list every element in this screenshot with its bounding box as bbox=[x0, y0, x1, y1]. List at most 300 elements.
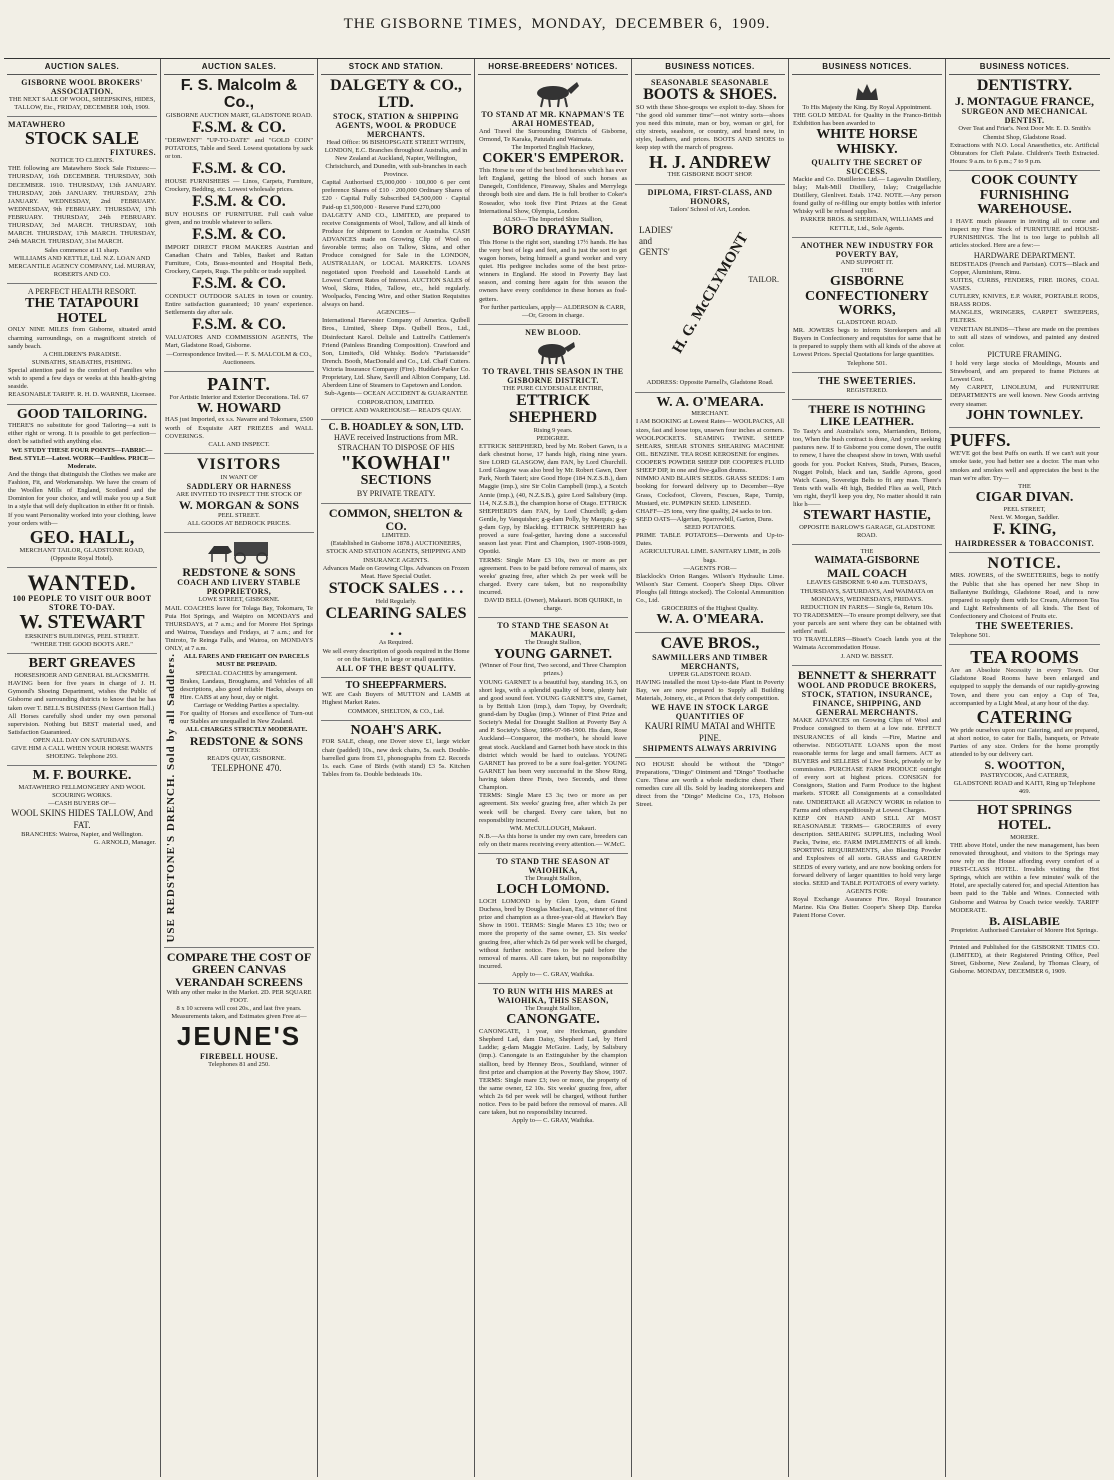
ad-address: PEEL STREET, bbox=[1003, 505, 1046, 513]
ad-name: S. WOOTTON, bbox=[984, 758, 1065, 773]
ad-title: REDSTONE & SONS bbox=[182, 564, 296, 579]
ad-cave-bros bbox=[635, 633, 785, 758]
column-header: AUCTION SALES. bbox=[7, 59, 157, 75]
ad-address: LOWE STREET, GISBORNE. bbox=[198, 596, 280, 604]
ad-subtitle: Rising 9 years. bbox=[533, 426, 573, 434]
ad-dalgety bbox=[321, 75, 471, 420]
ad-title: BERT GREAVES bbox=[28, 656, 136, 672]
fsm-heading: F.S.M. & CO. bbox=[192, 118, 286, 136]
ad-list: KAURI RIMU MATAI and WHITE PINE. bbox=[644, 721, 776, 743]
ad-dentistry bbox=[949, 75, 1100, 171]
ad-body: —CASH BUYERS OF— bbox=[48, 800, 116, 808]
ad-stock: WE HAVE IN STOCK LARGE QUANTITIES OF bbox=[651, 703, 769, 722]
ad-address: Next. W. Morgan, Saddler. bbox=[989, 513, 1060, 521]
ad-body: WE are Cash Buyers of MUTTON and LAMB at Highest Market Rates. bbox=[322, 691, 470, 707]
column-header: STOCK AND STATION. bbox=[321, 59, 471, 75]
ad-body: TO TRADESMEN—To ensure prompt delivery, see that your parcels are sent where they can be obtained with settlers' mail. bbox=[793, 611, 941, 636]
ad-body: FOR SALE, cheap, one Dover stove £1, large wicker chair (padded) 10s., new deck chairs, 5s. each. Double-barrelled guns from £1, phonographs from £2. Records 1s. each. Case of Birds (with stand) £3 5s. Kitchen Tables from 6s. Double bedsteads 10s. bbox=[322, 738, 470, 778]
ad-title: TO SHEEPFARMERS. bbox=[345, 679, 447, 691]
ad-body: ALL FARES AND FREIGHT ON PARCELS MUST BE PREPAID. bbox=[183, 653, 310, 669]
ad-wool-brokers bbox=[7, 75, 157, 117]
ad-ladies-gents: LADIES' and GENTS' bbox=[639, 224, 673, 258]
ad-subtitle: SURGEON AND MECHANICAL DENTIST. bbox=[961, 107, 1088, 126]
ad-subtitle: PEDIGREE. bbox=[536, 434, 570, 442]
ad-footer: SHIPMENTS ALWAYS ARRIVING bbox=[642, 743, 778, 753]
ad-tailor: TAILOR. bbox=[748, 274, 779, 284]
ad-stock-sale bbox=[7, 117, 157, 284]
ad-body: ARE INVITED TO INSPECT THE STOCK OF bbox=[176, 490, 302, 498]
ad-body: N.B.—As this horse is under my own care, breeders can rely on their mares receiving every attention.— W.McC. bbox=[479, 832, 627, 849]
ad-body: BUY HOUSES OF FURNITURE. Full cash value given, and no trouble whatever to sellers. bbox=[165, 210, 313, 226]
ad-body: CONDUCT OUTDOOR SALES in town or country. Entire satisfaction guaranteed; 10 years' experience. Settlements day after sale. bbox=[165, 293, 313, 317]
ad-title: F. S. Malcolm & Co., bbox=[180, 77, 298, 111]
ad-footer: OPEN ALL DAY ON SATURDAYS. bbox=[33, 737, 131, 744]
ad-title: TO TRAVEL THIS SEASON IN THE GISBORNE DISTRICT. bbox=[482, 366, 624, 385]
ad-notice bbox=[949, 553, 1100, 646]
masthead-year: 1909. bbox=[731, 16, 771, 32]
ad-bert-greaves bbox=[7, 654, 157, 766]
ad-bourke bbox=[7, 766, 157, 851]
ad-pretitle: ANOTHER NEW INDUSTRY FOR POVERTY BAY, bbox=[800, 240, 934, 259]
ad-redstone bbox=[164, 533, 314, 948]
ad-loch-lomond bbox=[478, 854, 628, 984]
ad-body: LEAVES GISBORNE 9.40 a.m. TUESDAYS, THURSDAYS, SATURDAYS, And WAIMATA on MONDAYS, WEDNESDAYS, FRIDAYS. bbox=[800, 579, 934, 603]
masthead-day: MONDAY, bbox=[531, 16, 607, 32]
ad-subtitle: AGENCIES— bbox=[376, 309, 416, 317]
ad-subtitle: SUNBATHS, SEABATHS, FISHING. bbox=[31, 358, 133, 366]
ad-body: If you want Personality worked into your clothing, leave your orders with— bbox=[8, 511, 156, 527]
fsm-heading: F.S.M. & CO. bbox=[192, 275, 286, 293]
ad-canvas-screens bbox=[164, 948, 314, 1073]
ad-notice: NOTICE TO CLIENTS. bbox=[50, 157, 114, 165]
column-4 bbox=[475, 59, 632, 1477]
ad-signature: Apply to— C. GRAY, Waihika. bbox=[512, 971, 594, 979]
ad-common-shelton bbox=[321, 504, 471, 678]
imprint-text: Printed and Published for the GISBORNE TIMES CO. (LIMITED), at their Registered Printing Office, Peel Street, Gisborne, New Zealand, by Thomas Cleary, of Gisborne. MONDAY, DECEMBER 6, 1909. bbox=[950, 943, 1099, 975]
ad-subtitle: AGENTS FOR: bbox=[846, 887, 888, 895]
horse-illustration bbox=[528, 339, 578, 365]
ad-subtitle: (Winner of Four first, Two second, and Three Champion prizes.) bbox=[479, 662, 627, 678]
ad-title: CATERING bbox=[976, 706, 1073, 727]
ad-address: PEEL STREET. bbox=[218, 511, 260, 519]
ad-boots-shoes bbox=[635, 75, 785, 185]
ad-body: I HAVE much pleasure in inviting all to come and inspect my Fine Stock of FURNITURE and HOUSE-FURNISHINGS. The list is too large to publish all articles stocked. Here are a few:— bbox=[950, 218, 1099, 250]
ad-body: For quality of Horses and excellence of Turn-out our Stables are unequalled in New Zealand. bbox=[180, 710, 313, 726]
ad-title: BOOTS & SHOES. bbox=[643, 86, 777, 103]
ad-body: CUTLERY, KNIVES, E.P. WARE, PORTABLE RODS, BRASS RODS. bbox=[950, 293, 1099, 309]
ad-body: And Travel the Surrounding Districts of Gisborne, Ormond, Te Karaka, Patutahi and Waimata. bbox=[479, 128, 627, 144]
ad-body: Blacklock's Orion Ranges. Wilson's Hydraulic Lime. Wilson's Star Cement. Cooper's Sheep Dips. Oliver Ploughs (all fittings stocked). The Colonial Ammunition Co., Ltd. bbox=[636, 572, 784, 605]
ad-body: NIMMO AND BLAIR'S SEEDS. GRASS SEEDS: I am booking for forward delivery up to December—Rye Grass, Cocksfoot, Clovers, Fescues, Rape, Turnip, Mustard, etc. PUMPKIN SEED. LINSEED. bbox=[636, 475, 784, 507]
ad-title: COMPARE THE COST OF GREEN CANVAS VERANDAH SCREENS bbox=[166, 949, 312, 990]
ad-name: REDSTONE & SONS bbox=[189, 733, 304, 748]
ad-body: With any other make in the Market. 2D. PER SQUARE FOOT. bbox=[166, 988, 312, 1004]
ad-body: We pride ourselves upon our Catering, and are prepared, at short notice, to cater for Balls, banquets, or Private Parties of any size. Orders for the home promptly attended to by our delivery cart. bbox=[950, 726, 1099, 759]
ad-body: HAVING installed the most Up-to-date Plant in Poverty Bay, we are now prepared to Supply all Building Materials, Joinery, etc., at Prices that defy competition. bbox=[636, 678, 784, 703]
ad-subtitle: HORSESHOER AND GENERAL BLACKSMITH. bbox=[14, 672, 150, 679]
ad-body: SEED OATS—Algerian, Sparrowbill, Garton, Duns. bbox=[636, 515, 774, 523]
ad-body: VENETIAN BLINDS—These are made on the premises to suit all sizes of windows, and painted any desired color. bbox=[950, 325, 1099, 349]
ad-body: My CARPET, LINOLEUM, and FURNITURE DEPARTMENTS are well known. New Goods arriving every steamer. bbox=[950, 384, 1099, 408]
ad-confectionery bbox=[792, 238, 942, 373]
ad-body: MRS. JOWERS, of the SWEETERIES, begs to notify the Public that she has opened her new Shop in Ballantyne Buildings, Gladstone Road, and is now prepared to supply them with Ice Cream, Afternoon Tea and Light Refreshments of all kinds. The Best of Confectionery and Choicest of Fruits etc. bbox=[950, 572, 1099, 621]
ad-name: STOCK SALES . . . bbox=[328, 579, 464, 597]
ad-subtitle: PICTURE FRAMING. bbox=[987, 349, 1062, 359]
ad-body: THE following are Matawhero Stock Sale Fixtures:— THURSDAY, 16th DECEMBER. THURSDAY, 30th DECEMBER. 1910. THURSDAY, 13th JANUARY. THURSDAY, 20th JANUARY. THURSDAY, 27th JANUARY. WEDNESDAY, 2nd FEBRUARY. WEDNESDAY, 9th FEBRUARY. THURSDAY, 17th FEBRUARY. THURSDAY, 24th FEBRUARY. THURSDAY, 3rd MARCH. THURSDAY, 10th MARCH. THURSDAY, 17th MARCH. THURSDAY, 24th MARCH. THURSDAY, 31st MARCH. bbox=[8, 165, 156, 246]
ad-title: THE TATAPOURI HOTEL bbox=[25, 296, 139, 326]
ad-tea-rooms bbox=[949, 645, 1100, 801]
ad-body: THERE'S no substitute for good Tailoring—a suit is either right or wrong. It is possible to get perfection—don't be satisfied with anything else. bbox=[8, 422, 156, 446]
fsm-heading: F.S.M. & CO. bbox=[192, 225, 286, 243]
ad-phone: Telephone 501. bbox=[950, 632, 990, 640]
diagonal-name: H. G. McCLYMONT bbox=[669, 229, 752, 356]
ad-body: ETTRICK SHEPHERD, bred by Mr. Robert Gawn, is a dark chestnut horse, 17 hands high, rising nine years. Sire LORD GLASGOW, dam FAN, by Lord Churchill. Lord Glasgow was also bred by Mr. Robert Gawn, Deer Park, North Taieri; sire Good Hope (184 N.Z.S.B.), dam Maggie (imp.), sire Sir Colin Campbell (imp.), a Scotch Annie (imp.), (40, N.Z.S.B.), gsire Lord Salisbury (imp. 114, N.Z.S.B.), the champion horse of Otago. ETTRICK SHEPHERD'S dam FAN, by Lord Churchill; g-dam Gentle, by Vanquisher; g-g-dam Polly, by Marquis; g-g-g-dam Gyp, by Blacklug. ETTRICK SHEPHERD has proved a sure foal-getter, having done a successful season last year. First and Champion, 1907-1908-1909, Opotiki. bbox=[479, 442, 627, 556]
ad-subtitle: The Draught Stallion, bbox=[524, 1005, 582, 1013]
ad-sweeteries-reg bbox=[792, 373, 942, 400]
ad-subtitle: FIXTURES. bbox=[109, 148, 156, 158]
ad-subtitle: GISBORNE AUCTION MART, GLADSTONE ROAD. bbox=[165, 111, 313, 119]
ad-body: SPECIAL COACHES by arrangement. bbox=[195, 669, 298, 677]
ad-subtitle: MATAWHERO FELLMONGERY AND WOOL SCOURING WORKS. bbox=[18, 784, 146, 800]
ad-subtitle: HAIRDRESSER & TOBACCONIST. bbox=[954, 538, 1095, 548]
ad-body: COOPER'S POWDER SHEEP DIP. COOPER'S FLUID SHEEP DIP, in one and five-gallon drums. bbox=[636, 459, 784, 475]
ad-footer: REASONABLE TARIFF. R. H. D. WARNER, Licensee. bbox=[8, 391, 156, 399]
ad-signature: J. AND W. BISSET. bbox=[840, 652, 894, 660]
ad-title: HOT SPRINGS HOTEL. bbox=[976, 803, 1073, 833]
column-header: BUSINESS NOTICES. bbox=[949, 59, 1100, 75]
ad-subtitle: For Artistic Interior and Exterior Decorations. Tel. 67 bbox=[169, 393, 309, 401]
ad-name: LOCH LOMOND. bbox=[496, 882, 610, 898]
ad-subtitle: SADDLERY OR HARNESS bbox=[186, 481, 292, 491]
ad-pretitle: A PERFECT HEALTH RESORT. bbox=[27, 287, 137, 297]
ad-title: BENNETT & SHERRATT bbox=[797, 667, 937, 682]
ad-subtitle: THE GISBORNE BOOT SHOP. bbox=[667, 171, 753, 179]
ad-subtitle: Held Regularly. bbox=[375, 597, 417, 605]
ad-phone: Telephones 81 and 250. bbox=[208, 1061, 270, 1069]
redstone-right bbox=[177, 653, 313, 943]
ad-subtitle: THE PURE CLYDESDALE ENTIRE, bbox=[502, 384, 604, 392]
ad-body: HAVE received Instructions from MR. STRACHAN TO DISPOSE OF HIS bbox=[333, 433, 459, 453]
ad-signature: COMMON, SHELTON, & CO., Ltd. bbox=[347, 707, 445, 715]
ad-malcolm bbox=[164, 75, 314, 372]
ad-body: ONLY NINE MILES from Gisborne, situated amid charming surroundings, on a magnificent stretch of sandy beach. bbox=[8, 326, 156, 350]
ad-body: PRIME TABLE POTATOES—Derwents and Up-to-Dates. bbox=[636, 532, 784, 548]
column-header: AUCTION SALES. bbox=[164, 59, 314, 75]
ad-name: H. J. ANDREW bbox=[648, 151, 771, 172]
ad-body: IMPORT DIRECT FROM MAKERS Austrian and Canadian Chairs and Tables, Basket and Rattan Furniture, Cots, Brass-mounted and Hospital Beds, Crockery, Carpets, Rugs. The public or trade supplied. bbox=[165, 243, 313, 276]
ad-name: W. HOWARD bbox=[196, 400, 282, 416]
ad-footer: ADDRESS: Opposite Parnell's, Gladstone Road. bbox=[646, 379, 774, 387]
ad-body: Sub-Agents— OCEAN ACCIDENT & GUARANTEE CORPORATION, LIMITED. bbox=[324, 390, 468, 406]
ad-name: W. MORGAN & SONS bbox=[178, 498, 300, 512]
ad-pretitle: MATAWHERO bbox=[8, 120, 66, 130]
ad-the: THE bbox=[1018, 482, 1031, 490]
ad-body: International Harvester Company of America. Quibell Bros., Limited, Sheep Dips. Quibell Bros., Ltd., Disinfectant Karol. Delisle and Luttrell's Cattlemen's Friend (Painless Branding Composition). Crawford and Son, Limited's, Old Whisky. Bodo's "Paristaeside" Drench. Booth, MacDonald and Co., Ltd. Chaff Cutters. Victoria Insurance Company (Fire). Huddart-Parker Co. Proprietary, Ltd. Shaw, Savill and Albion Company, Ltd. Aberdeen Line of Steamers to Capetown and London. bbox=[322, 317, 470, 390]
ad-body: THE above Hotel, under the new management, has been renovated throughout, and visitors to the Springs may now rely on the House affording every comfort of a FIRST-CLASS HOTEL. Invalids visiting the Hot Springs, which are within a few minutes' walk of the Hotel, are specially catered for, and special Attention has been paid to the Table and Wines. Connected with Gisborne and Wairoa by Coach twice weekly. TARIFF MODERATE. bbox=[950, 841, 1099, 914]
ad-subtitle: ALSO— The Imported Shire Stallion, bbox=[503, 215, 603, 223]
ad-hoadley bbox=[321, 420, 471, 504]
ad-name: B. AISLABIE bbox=[989, 913, 1060, 928]
coach-illustration bbox=[204, 538, 274, 564]
ad-name: W. STEWART bbox=[19, 611, 145, 634]
ad-body: TERMS: Single Mare £3 10s, two or more as per agreement. Fees to be paid before removal of mares, six weeks' grazing free, after which 2s per week will be charged. Every care taken, but no responsibility incurred. bbox=[479, 556, 627, 597]
ad-signature: Proprietor. Authorised Caretaker of Morere Hot Springs. bbox=[951, 927, 1098, 935]
ad-body: I AM BOOKING at Lowest Rates— WOOLPACKS, All sizes, fast and loose tops, unsewn four inches at corners. WOOLPOCKETS. SEAMING TWINE. SHEEP SHEARS, SHEAR STONES SHEARING MACHINE OIL. BENZINE. TEA ROSE KEROSENE for engines. bbox=[636, 418, 784, 458]
ad-body: TO TRAVELLERS—Bisset's Coach lands you at the Waimata Accommodation House. bbox=[793, 636, 941, 652]
ad-body: And the things that distinguish the Clothes we make are Fashion, Fit, and Workmanship. We have the cream of the Woollen Mills of England, Scotland and the Dominion for your choice, and will make you up a Suit in a style that will defy duplication in either fit or finish. bbox=[8, 470, 156, 511]
ad-subtitle: IN WANT OF bbox=[220, 473, 258, 481]
ad-body: MANGLES, WRINGERS, CARPET SWEEPERS, FILTERS. bbox=[950, 309, 1099, 325]
column-5 bbox=[632, 59, 789, 1477]
ad-name: COKER'S EMPEROR. bbox=[482, 151, 624, 167]
ad-mail-coach bbox=[792, 545, 942, 665]
ad-puffs bbox=[949, 428, 1100, 552]
ad-subtitle: WE STUDY THESE FOUR POINTS—FABRIC—Best. STYLE—Latest. WORK—Faultless. PRICE—Moderate. bbox=[9, 446, 155, 470]
ad-body: HAS just Imported, ex s.s. Navarre and Tokomaru, £500 worth of Exquisite ART FRIEZES and WALL COVERINGS. bbox=[165, 416, 313, 440]
ad-address: READ'S QUAY, GISBORNE. bbox=[207, 755, 286, 763]
ad-capital: Capital Authorised £5,000,000 · 100,000 6 per cent preference Shares of £10 · 200,000 Ordinary Shares of £20 · Capital Fully Subscribed £4,500,000 · Capital Paid-up £1,500,000 · Reserve Fund £270,000 bbox=[322, 179, 470, 211]
ad-name: CIGAR DIVAN. bbox=[975, 489, 1074, 505]
ad-title: C. B. HOADLEY & SON, LTD. bbox=[328, 421, 464, 433]
ad-cook-county bbox=[949, 171, 1100, 428]
ad-title: TO STAND AT MR. KNAPMAN'S TE ARAI HOMESTEAD, bbox=[481, 110, 625, 128]
ad-body: SO with these Shoe-groups we exploit to-day. Shoes for "the good old summer time"—not wintry sorts—shoes you need this minute, man or boy, woman or girl, for city streets, seashore, or country, and brand new, in styles, leathers, and prices. BOOTS AND SHOES to keep step with the march of progress. bbox=[636, 103, 784, 152]
ad-title: DALGETY & CO., LTD. bbox=[330, 77, 462, 111]
ad-title: COOK COUNTY FURNISHING WAREHOUSE. bbox=[971, 173, 1078, 218]
ad-omeara bbox=[635, 393, 785, 634]
ad-title: WHITE HORSE WHISKY. bbox=[816, 127, 918, 158]
ad-title: PAINT. bbox=[207, 373, 271, 394]
ad-footer: GIVE HIM A CALL WHEN YOUR HORSE WANTS SHOEING. Telephone 293. bbox=[11, 745, 153, 761]
ad-canongate bbox=[478, 984, 628, 1129]
column-header: HORSE-BREEDERS' NOTICES. bbox=[478, 59, 628, 75]
ad-signature: DAVID BELL (Owner), Makauri. BOB QUIRKE, in charge. bbox=[484, 597, 622, 613]
ad-visitors bbox=[164, 454, 314, 533]
ad-the: THE bbox=[860, 266, 874, 274]
ad-bennett-sherratt bbox=[792, 666, 942, 925]
ad-title: W. A. O'MEARA. bbox=[656, 394, 764, 410]
ad-body: REDUCTION IN FARES— Single 6s, Return 10s. bbox=[800, 603, 934, 611]
ad-body: This Horse is one of the best bred horses which has ever left England, getting the blood of such horses as Danegelt, Confidence, Fireaway, Shales and Merrylegs through both sire and dam. He is full brother to Coker's Roseador, who took five First Prizes at the Great International Show, Olympia, London. bbox=[479, 167, 627, 215]
ad-name: CLEARING SALES . . bbox=[325, 604, 467, 639]
column-2 bbox=[161, 59, 318, 1477]
ad-subtitle: SECTIONS bbox=[360, 473, 432, 489]
ad-footer: BY PRIVATE TREATY. bbox=[356, 489, 436, 499]
ad-hot-springs bbox=[949, 801, 1100, 940]
ad-name: YOUNG GARNET. bbox=[494, 646, 612, 662]
ad-body: SEED POTATOES. bbox=[684, 524, 736, 531]
ad-phone: Telephone 501. bbox=[847, 359, 887, 367]
ad-address: GLADSTONE ROAD. bbox=[836, 318, 898, 326]
ad-body: NO HOUSE should be without the "Dingo" Preparations, "Dingo" Ointment and "Dingo" Toothache Cure. These are worth a whole medicine chest. Their remedies cure all ills. Sold by leading storekeepers and direct from the "Dingo" Medicine Co., 173, Hobson Street. bbox=[636, 760, 784, 809]
ad-title: DIPLOMA, FIRST-CLASS, AND HONORS, bbox=[647, 187, 773, 206]
ad-address: OPPOSITE BARLOW'S GARAGE, GLADSTONE ROAD. bbox=[799, 523, 935, 540]
ad-title: TO RUN WITH HIS MARES at WAIOHIKA, THIS SEASON, bbox=[492, 987, 614, 1006]
royal-crest-icon bbox=[852, 80, 882, 102]
masthead-paper: THE GISBORNE TIMES, bbox=[343, 16, 523, 32]
imprint bbox=[949, 941, 1100, 981]
column-6 bbox=[789, 59, 946, 1477]
ad-title: TEA ROOMS bbox=[970, 647, 1079, 668]
ad-list: WOOL SKINS HIDES TALLOW, And FAT. bbox=[11, 808, 153, 830]
ad-footer: For further particulars, apply— ALDERSON & CARR, —Or, Groom in charge. bbox=[480, 303, 626, 319]
ad-name: MAIL COACH bbox=[827, 565, 907, 580]
ad-body: TERMS: Single Mare £3 3s; two or more as per agreement. Six weeks' grazing free, after which 2s per week will be charged. Every care taken, but no responsibility incurred. bbox=[479, 792, 627, 824]
ad-paint bbox=[164, 372, 314, 454]
ad-body: Extractions with N.O. Local Anaesthetics, etc. Artificial Obturators for Cleft Palate. Children's Teeth Extracted. Hours: 9 a.m. to 6 p.m.; 7 to 9 p.m. bbox=[950, 141, 1099, 165]
ad-body: Mackie and Co. Distilleries Ltd.— Lagavulin Distillery, Islay; Malt-Mill Distillery, Islay; Craigellachie Distillery, Glenlivet. Estab. 1742. NOTE.—Any person found guilty of re-filling our empty bottles with inferior Whisky will be refused supplies. bbox=[793, 175, 941, 216]
ad-body: THE GOLD MEDAL for Quality in the Franco-British Exhibition has been awarded to bbox=[793, 112, 941, 128]
ad-body: KEEP ON HAND AND SELL AT MOST REASONABLE TERMS— GROCERIES of every description. SHEARING SUPPLIES, including Wool Packs, Twine, etc. FARM IMPLEMENTS of all kinds. SPORTING REQUIREMENTS, also Blasting Powder and Explosives of all sorts. GRASS and GARDEN SEEDS of every variety, and are now booking orders for forward delivery of larger quantities to hold very large stocks. SEED and TABLE POTATOES of every variety. bbox=[793, 814, 941, 887]
ad-body: Brakes, Landaus, Broughams, and Vehicles of all descriptions, also good reliable Hacks, always on Hire. CABS at any hour, day or night. bbox=[180, 677, 313, 701]
ad-subtitle: As Required. bbox=[378, 639, 414, 647]
ad-body: All Horses carefully shod under my own personal supervision. Nothing but BEST material used, and Satisfaction Guaranteed. bbox=[8, 712, 156, 736]
drench-vertical-banner: USE REDSTONE'S DRENCH. Sold by all Saddlers. bbox=[165, 653, 177, 943]
ad-subtitle: QUALITY THE SECRET OF SUCCESS. bbox=[811, 157, 923, 176]
ad-body: MAIL COACHES leave for Tolaga Bay, Tokomaru, Te Puia Hot Springs, and Waipiro on MONDAYS and THURSDAYS, at 7 a.m.; and for Morere Hot Springs and Wairoa, Tuesdays and Fridays, at 7 a.m.; and for Tiniroto, Te Reinga Falls, and Wairoa, on MONDAYS ONLY, at 7 a.m. bbox=[165, 604, 313, 653]
ad-body: CHAFF—25 tons, very fine quality, 24 sacks to ton. bbox=[636, 507, 772, 515]
ad-body: I hold very large stocks of Mouldings, Mounts and Strawboard, and am prepared to frame Pictures at Lowest Cost. bbox=[950, 359, 1099, 384]
ad-signature: PARKER BROS. & SHERIDAN, WILLIAMS and KETTLE, Ltd., Sole Agents. bbox=[800, 216, 934, 232]
ad-title: STOCK SALE bbox=[24, 128, 140, 149]
fsm-heading: F.S.M. & CO. bbox=[192, 192, 286, 210]
ad-body: Advances Made on Growing Clips. Advances on Frozen Meat. Have Special Outlet. bbox=[322, 564, 470, 580]
ad-title: TO STAND THE SEASON AT WAIOHIKA, bbox=[496, 857, 610, 876]
ad-address: UPPER GLADSTONE ROAD. bbox=[668, 670, 752, 678]
jeunes-logo: JEUNE'S bbox=[176, 1021, 302, 1052]
ad-subtitle: To His Majesty the King. By Royal Appointment. bbox=[802, 104, 932, 111]
ad-body: (Established in Gisborne 1878.) AUCTIONEERS, STOCK AND STATION AGENTS, SHIPPING AND INSURANCE AGENTS. bbox=[326, 540, 466, 564]
ad-body: LOCH LOMOND is by Glen Lyon, dam Grand Duchess, bred by Douglas Maclean, Esq., winner of first prize and champion as a three-year-old at Hawke's Bay Show in 1901. TERMS: Single Mares £3 10s; two or more the property of the same owner, £3. Six weeks' grazing free, after which 2s 6d per week will be charged, without further notice. Fees to be paid before the removal of mares. All care taken, but no responsibility incurred. bbox=[479, 897, 627, 970]
ad-body: Measurements taken, and Estimates given Free at— bbox=[171, 1013, 307, 1021]
ad-footer: BRANCHES: Wairoa, Napier, and Wellington. bbox=[21, 830, 143, 838]
ad-body: To Tasty's and Australia's sons, Marrianders, Britons, too, When the bush contract is done, And you're seeking pastures new. If to Gisborne you come down, The outfit to renew, I have the cheapest show in town, With useful goods for you. Pocket Knives, Studs, Purses, Braces, Nugget Polish, black and tan, Saddle Aprons, good Watch Cases, Sovereign Belts to fit any man. There's Tents with walls 4ft high, Bedded Flies as well, Pitch 'em right, they'll keep you dry, No matter should it rain like h—— bbox=[793, 428, 941, 509]
ad-good-tailoring bbox=[7, 405, 157, 568]
ad-name: W. A. O'MEARA. bbox=[656, 612, 764, 628]
ad-title: M. F. BOURKE. bbox=[32, 768, 132, 784]
ad-young-garnet bbox=[478, 618, 628, 854]
ad-title: COMMON, SHELTON & CO. bbox=[328, 506, 464, 533]
ad-footer: ALL GOODS AT BEDROCK PRICES. bbox=[187, 519, 291, 527]
fsm-heading: F.S.M. & CO. bbox=[192, 159, 286, 177]
ad-body: SUITES, CURBS, FENDERS, FIRE IRONS, COAL VASES. bbox=[950, 276, 1099, 292]
ad-body: 8 x 10 screens will cost 20s., and last five years. bbox=[176, 1004, 302, 1012]
ad-address: OFFICES: bbox=[232, 747, 261, 755]
ad-body: YOUNG GARNET is a beautiful bay, standing 16.3, on short legs, with a splendid quality of bone, plenty hair and good sound feet. YOUNG GARNET'S sire, Garnet, is by British Lion (imp.), dam Topsy, by Overdraft; grand-dam by Duglas (imp.). Winner of First Prize and Society's Medal for Draught Stallion at Poverty Bay A and P. Society's Show, 1896-97-98-1900. His dam, Rose Auckland—Conqueror, the mother's, he should leave great stock. Auckland and Garnet both have stock in this district which would be hard to outclass. YOUNG GARNET has proved to be a sure foal-getter. YOUNG GARNET has been very successful in the Show Ring, having taken three Firsts, two Seconds, and three Champion. bbox=[479, 678, 627, 792]
ad-subtitle: AND SUPPORT IT. bbox=[840, 258, 894, 266]
ad-subtitle: A CHILDREN'S PARADISE. bbox=[42, 350, 122, 358]
ad-body: THE NEXT SALE OF WOOL, SHEEPSKINS, HIDES, TALLOW, Etc., FRIDAY, DECEMBER 10th, 1909. bbox=[8, 96, 156, 112]
ad-subtitle: HARDWARE DEPARTMENT. bbox=[973, 250, 1076, 260]
ad-body: ALL CHARGES STRICTLY MODERATE. bbox=[185, 726, 308, 734]
ad-subtitle: —AGENTS FOR— bbox=[683, 564, 737, 572]
ad-ettrick-shepherd bbox=[478, 325, 628, 619]
horse-illustration bbox=[523, 80, 583, 108]
ad-body: Are an Absolute Necessity in every Town. Our Gladstone Road Rooms have been enlarged and equipped to supply the demands of our rapidly-growing Town, and there you can enjoy a Cup of Tea, accompanied by a Light Meal, at any hour of the day. bbox=[950, 667, 1099, 707]
ad-the: THE bbox=[860, 548, 874, 556]
ad-footer: OFFICE AND WAREHOUSE— READ'S QUAY. bbox=[330, 406, 462, 414]
ad-body: AGRICULTURAL LIME. SANITARY LIME, in 20lb bags. bbox=[639, 548, 781, 564]
ad-body: HOUSE FURNISHERS — Linos, Carpets, Furniture, Crockery, Bedding, etc. Lowest wholesale prices. bbox=[165, 177, 313, 193]
ad-subtitle: WOOL AND PRODUCE BROKERS, STOCK, STATION, INSURANCE, FINANCE, SHIPPING, AND GENERAL MERCHANTS. bbox=[797, 681, 937, 718]
ad-body: WE'VE got the best Puffs on earth. If we can't suit your smoke taste, you had better see a doctor. The man who smokes and smokes well and appreciates the best is the man we're after. Try— bbox=[950, 450, 1099, 482]
ad-body: We sell every description of goods required in the Home or on the Station, in large or small quantities. bbox=[322, 647, 470, 663]
ad-subtitle: The Imported English Hackney, bbox=[511, 144, 595, 152]
ad-title: NOTICE. bbox=[987, 554, 1062, 572]
ad-body: GROCERIES of the Highest Quality. bbox=[661, 605, 759, 613]
ad-signature: Apply to— C. GRAY, Waihika. bbox=[512, 1117, 594, 1125]
ad-leather bbox=[792, 400, 942, 545]
ad-name: GEO. HALL, bbox=[29, 526, 135, 547]
ad-body: VALUATORS AND COMMISSION AGENTS, The Mart, Gladstone Road, Gisborne. bbox=[165, 334, 313, 350]
column-header: BUSINESS NOTICES. bbox=[792, 59, 942, 75]
ad-subtitle: COACH AND LIVERY STABLE PROPRIETORS, bbox=[177, 578, 301, 597]
ad-name: STEWART HASTIE, bbox=[803, 508, 931, 524]
ad-signature: WM. McCULLOUGH, Makauri. bbox=[509, 824, 597, 832]
ad-body: HAVING been for five years in charge of J. H. Gymond's Shoeing Department, wishes the Public of Gisborne and surrounding districts to know that he has taken over T. BELL'S BUSINESS (Next Garrison Hall.) bbox=[8, 680, 156, 712]
ad-title: CAVE BROS., bbox=[660, 635, 760, 653]
ad-white-horse bbox=[792, 75, 942, 238]
ad-body: CANONGATE, 1 year, sire Heckman, grandsire Shepherd Lad, dam Daisy, Shepherd Lad, by Herd Laddie; g-dam Maggie McGuire. Lady, by Salisbury (imp.). Canongate is an Extinguisher by the champion stallion, bred by Henney Bros., Southland, winner of first prize and champion at the Poverty Bay Show, 1907. TERMS: Single mare £3; two or more, the property of the same owner, £2 10s. Six weeks' grazing free, after which 2s 6d per week will be charged, without further notice. Fees to be paid before the removal of mares. All care taken, but no responsibility incurred. bbox=[479, 1028, 627, 1117]
ad-footer: —Correspondence Invited.— F. S. MALCOLM & CO., Auctioneers. bbox=[166, 350, 312, 366]
ad-body: "DERWENT" "UP-TO-DATE" and "GOLD COIN" POTATOES, Table and Seed. Lowest quotations by sack or ton. bbox=[165, 136, 313, 160]
redstone-split bbox=[165, 653, 313, 943]
ad-title: PUFFS. bbox=[950, 430, 1011, 451]
ad-mcclymont bbox=[635, 185, 785, 393]
ad-title: TO STAND THE SEASON At MAKAURI, bbox=[497, 621, 609, 640]
masthead bbox=[0, 0, 1114, 48]
ad-title: GISBORNE CONFECTIONERY WORKS, bbox=[805, 273, 929, 319]
ad-sheepfarmers bbox=[321, 678, 471, 721]
column-1 bbox=[4, 59, 161, 1477]
ad-pretitle: SEASONABLE SEASONABLE bbox=[651, 78, 769, 87]
ad-address: Over Teat and Friar's. Next Door Mr. E. D. Smith's Chemist Shop, Gladstone Road. bbox=[958, 125, 1091, 141]
ad-footer: CALL AND INSPECT. bbox=[208, 440, 270, 448]
ad-title: GOOD TAILORING. bbox=[16, 406, 148, 422]
ad-title: GISBORNE WOOL BROKERS' ASSOCIATION. bbox=[21, 78, 143, 96]
ad-title: THE SWEETERIES. bbox=[818, 375, 916, 387]
ad-name: ETTRICK SHEPHERD bbox=[508, 392, 597, 426]
ad-title: WANTED. bbox=[27, 569, 137, 595]
ad-subtitle: MORERE. bbox=[1010, 833, 1039, 841]
ad-title: DENTISTRY. bbox=[976, 77, 1073, 94]
column-7 bbox=[946, 59, 1103, 1477]
ad-subtitle: The Draught Stallion, bbox=[524, 639, 582, 647]
ad-name: J. MONTAGUE FRANCE, bbox=[954, 93, 1095, 108]
ad-subtitle: FIREBELL HOUSE. bbox=[199, 1052, 279, 1062]
ad-body: BEDSTEADS (French and Parisian). COTS—Black and Copper, Aluminium, Rimu. bbox=[950, 260, 1099, 276]
ad-name: F. KING, bbox=[993, 520, 1056, 538]
ad-subtitle: REGISTERED. bbox=[846, 386, 888, 394]
ad-title: WAIMATA-GISBORNE bbox=[814, 555, 920, 567]
ad-subtitle: STOCK, STATION & SHIPPING AGENTS, WOOL & PRODUCE MERCHANTS. bbox=[332, 111, 460, 139]
ad-body: This Horse is the right sort, standing 17½ hands. He has the very best of legs and feet, and is just the sort to get wagon horses, being himself a grand worker and very quiet. His pedigree includes some of the best prize-winners in England. He stood in Poverty Bay last season, and coming here again for this season the owners have every confidence in these horses as foal-getters. bbox=[479, 238, 627, 303]
ad-name: "KOWHAI" bbox=[340, 452, 452, 475]
ad-body: Head Office: 96 BISHOPSGATE STREET WITHIN, LONDON, E.C. Branches throughout Australia, and in New Zealand at Auckland, Napier, Wellington, Christchurch, and Dunedin, with sub-branches in each Province. bbox=[324, 138, 468, 179]
ad-wanted bbox=[7, 568, 157, 654]
masthead-date: DECEMBER 6, bbox=[615, 16, 723, 32]
ad-subtitle: PASTRYCOOK, And CATERER, bbox=[980, 771, 1069, 779]
ad-phone: TELEPHONE 470. bbox=[211, 763, 282, 774]
ad-noahs-ark bbox=[321, 721, 471, 783]
ad-dingo bbox=[635, 758, 785, 814]
ad-body: 100 PEOPLE TO VISIT OUR BOOT STORE TO-DAY. bbox=[12, 594, 152, 613]
ad-signature: G. ARNOLD, Manager. bbox=[93, 839, 156, 847]
ad-body: Royal Exchange Assurance Fire. Royal Insurance Marine. Kia Ora Butter. Cooper's Sheep Dip. Eureka Patent Horse Cover. bbox=[793, 896, 941, 920]
ad-name: THE SWEETERIES. bbox=[975, 621, 1074, 633]
column-header: BUSINESS NOTICES. bbox=[635, 59, 785, 75]
column-3 bbox=[318, 59, 475, 1477]
